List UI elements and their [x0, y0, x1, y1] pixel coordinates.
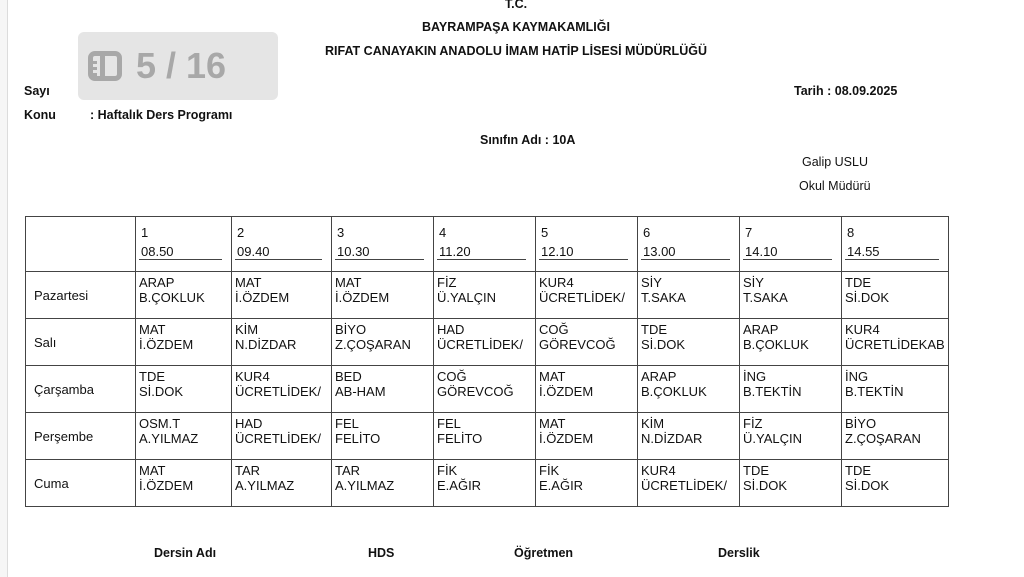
lesson-teacher: Sİ.DOK — [845, 478, 890, 493]
lesson-subject: HAD — [235, 416, 263, 431]
lesson-cell — [536, 460, 638, 507]
lesson-cell — [740, 413, 842, 460]
lesson-subject: KUR4 — [539, 275, 574, 290]
slot-number: 2 — [237, 225, 245, 240]
lesson-cell — [740, 366, 842, 413]
class-name: Sınıfın Adı : 10A — [480, 133, 576, 147]
lesson-subject: TDE — [139, 369, 165, 384]
lesson-subject: FİZ — [743, 416, 763, 431]
header-tc: T.C. — [504, 0, 528, 11]
slot-time: 08.50 — [139, 244, 222, 260]
lesson-subject: FEL — [335, 416, 359, 431]
lesson-teacher: AB-HAM — [335, 384, 386, 399]
lesson-teacher: ÜCRETLİDEK/ — [437, 337, 523, 352]
lesson-cell — [842, 319, 949, 366]
lesson-teacher: Z.ÇOŞARAN — [335, 337, 411, 352]
lesson-cell — [332, 413, 434, 460]
lesson-subject: İNG — [845, 369, 869, 384]
lesson-cell — [232, 272, 332, 319]
page-indicator-badge — [78, 32, 278, 100]
tarih: Tarih : 08.09.2025 — [794, 84, 898, 98]
slot-header-6 — [638, 217, 740, 272]
konu-label: Konu — [24, 108, 56, 122]
day-name: Salı — [26, 319, 136, 366]
lesson-teacher: İ.ÖZDEM — [539, 384, 594, 399]
lesson-subject: MAT — [139, 463, 166, 478]
lesson-subject: KİM — [641, 416, 665, 431]
day-row — [26, 413, 949, 460]
lesson-subject: KİM — [235, 322, 259, 337]
principal-name: Galip USLU — [802, 155, 868, 169]
lesson-teacher: Sİ.DOK — [845, 290, 890, 305]
lesson-cell — [232, 460, 332, 507]
lesson-cell — [232, 366, 332, 413]
lesson-subject: MAT — [539, 369, 566, 384]
lesson-subject: COĞ — [437, 369, 467, 384]
slot-header-row — [26, 217, 949, 272]
lesson-teacher: Sİ.DOK — [139, 384, 184, 399]
lesson-cell — [434, 413, 536, 460]
slot-number: 8 — [847, 225, 855, 240]
schedule-table — [25, 216, 949, 507]
lesson-subject: SİY — [641, 275, 662, 290]
lesson-teacher: GÖREVCOĞ — [539, 337, 616, 352]
lesson-teacher: Sİ.DOK — [743, 478, 788, 493]
slot-header-2 — [232, 217, 332, 272]
day-row — [26, 319, 949, 366]
slot-number: 4 — [439, 225, 447, 240]
day-name: Cuma — [26, 460, 136, 507]
lesson-subject: İNG — [743, 369, 767, 384]
lesson-cell — [332, 272, 434, 319]
lesson-cell — [536, 272, 638, 319]
lesson-cell — [740, 272, 842, 319]
slot-number: 1 — [141, 225, 149, 240]
lesson-teacher: A.YILMAZ — [235, 478, 295, 493]
lesson-subject: OSM.T — [139, 416, 181, 431]
book-pages-icon — [88, 51, 122, 81]
lesson-teacher: B.ÇOKLUK — [139, 290, 205, 305]
slot-number: 3 — [337, 225, 345, 240]
lesson-teacher: FELİTO — [437, 431, 483, 446]
slot-header-1 — [136, 217, 232, 272]
lesson-teacher: B.ÇOKLUK — [743, 337, 809, 352]
konu-value: : Haftalık Ders Programı — [90, 108, 233, 122]
lesson-teacher: ÜCRETLİDEKAB — [845, 337, 945, 352]
lesson-cell — [740, 460, 842, 507]
lesson-subject: TDE — [641, 322, 667, 337]
lesson-cell — [536, 366, 638, 413]
lesson-subject: FİK — [539, 463, 560, 478]
lesson-teacher: ÜCRETLİDEK/ — [539, 290, 625, 305]
lesson-subject: TDE — [845, 275, 871, 290]
slot-header-5 — [536, 217, 638, 272]
day-row — [26, 460, 949, 507]
lesson-teacher: A.YILMAZ — [139, 431, 199, 446]
lesson-cell — [434, 272, 536, 319]
slot-header-4 — [434, 217, 536, 272]
lesson-teacher: A.YILMAZ — [335, 478, 395, 493]
slot-number: 7 — [745, 225, 753, 240]
lesson-teacher: FELİTO — [335, 431, 381, 446]
day-row — [26, 366, 949, 413]
lesson-teacher: Z.ÇOŞARAN — [845, 431, 921, 446]
lesson-teacher: ÜCRETLİDEK/ — [235, 384, 321, 399]
lesson-teacher: B.TEKTİN — [743, 384, 802, 399]
slot-number: 5 — [541, 225, 549, 240]
lesson-subject: ARAP — [139, 275, 175, 290]
slot-number: 6 — [643, 225, 651, 240]
lesson-cell — [332, 366, 434, 413]
lesson-subject: KUR4 — [845, 322, 880, 337]
lesson-cell — [434, 366, 536, 413]
lesson-cell — [232, 413, 332, 460]
lesson-cell — [638, 319, 740, 366]
lesson-subject: FİK — [437, 463, 458, 478]
lesson-subject: COĞ — [539, 322, 569, 337]
day-row — [26, 272, 949, 319]
header-kaymakamlik: BAYRAMPAŞA KAYMAKAMLIĞI — [422, 20, 610, 34]
lesson-subject: SİY — [743, 275, 764, 290]
lesson-cell — [842, 272, 949, 319]
lesson-subject: KUR4 — [641, 463, 676, 478]
lesson-cell — [136, 413, 232, 460]
slot-time: 11.20 — [437, 244, 526, 260]
lesson-cell — [842, 366, 949, 413]
lesson-subject: BİYO — [845, 416, 877, 431]
slot-header-3 — [332, 217, 434, 272]
lesson-subject: BED — [335, 369, 362, 384]
lesson-teacher: ÜCRETLİDEK/ — [641, 478, 727, 493]
lesson-cell — [434, 319, 536, 366]
day-name: Pazartesi — [26, 272, 136, 319]
lesson-subject: MAT — [139, 322, 166, 337]
lesson-teacher: İ.ÖZDEM — [139, 337, 194, 352]
slot-time: 12.10 — [539, 244, 628, 260]
lesson-teacher: T.SAKA — [641, 290, 686, 305]
lesson-subject: BİYO — [335, 322, 367, 337]
slot-header-8 — [842, 217, 949, 272]
lesson-cell — [638, 460, 740, 507]
lesson-subject: TDE — [743, 463, 769, 478]
lesson-teacher: İ.ÖZDEM — [139, 478, 194, 493]
lesson-subject: TAR — [235, 463, 261, 478]
lesson-cell — [332, 319, 434, 366]
document-page — [8, 0, 1024, 577]
day-name: Çarşamba — [26, 366, 136, 413]
lesson-cell — [232, 319, 332, 366]
lesson-teacher: ÜCRETLİDEK/ — [235, 431, 321, 446]
lesson-cell — [638, 413, 740, 460]
lesson-subject: KUR4 — [235, 369, 270, 384]
slot-header-7 — [740, 217, 842, 272]
slot-time: 14.55 — [845, 244, 939, 260]
lesson-subject: FİZ — [437, 275, 457, 290]
footer-col-hds: HDS — [368, 546, 395, 560]
slot-time: 13.00 — [641, 244, 730, 260]
lesson-cell — [136, 460, 232, 507]
day-name: Perşembe — [26, 413, 136, 460]
lesson-cell — [434, 460, 536, 507]
lesson-teacher: N.DİZDAR — [641, 431, 703, 446]
lesson-teacher: B.ÇOKLUK — [641, 384, 707, 399]
lesson-cell — [332, 460, 434, 507]
slot-time: 10.30 — [335, 244, 424, 260]
lesson-teacher: İ.ÖZDEM — [539, 431, 594, 446]
lesson-cell — [740, 319, 842, 366]
lesson-cell — [638, 272, 740, 319]
lesson-cell — [136, 366, 232, 413]
page-indicator: 5 / 16 — [136, 45, 227, 86]
lesson-subject: HAD — [437, 322, 465, 337]
lesson-teacher: T.SAKA — [743, 290, 788, 305]
lesson-cell — [638, 366, 740, 413]
lesson-teacher: Ü.YALÇIN — [437, 290, 496, 305]
lesson-subject: MAT — [335, 275, 362, 290]
lesson-teacher: Sİ.DOK — [641, 337, 686, 352]
slot-time: 09.40 — [235, 244, 322, 260]
sayi-label: Sayı — [24, 84, 50, 98]
lesson-cell — [536, 319, 638, 366]
corner-cell — [26, 217, 136, 272]
lesson-teacher: E.AĞIR — [539, 478, 584, 493]
lesson-subject: ARAP — [743, 322, 779, 337]
header-school: RIFAT CANAYAKIN ANADOLU İMAM HATİP LİSESİ MÜDÜRLÜĞÜ — [325, 44, 707, 58]
lesson-subject: FEL — [437, 416, 461, 431]
lesson-cell — [842, 460, 949, 507]
lesson-cell — [136, 272, 232, 319]
lesson-teacher: N.DİZDAR — [235, 337, 297, 352]
lesson-teacher: Ü.YALÇIN — [743, 431, 802, 446]
footer-col-ders: Dersin Adı — [154, 546, 217, 560]
lesson-cell — [136, 319, 232, 366]
lesson-subject: ARAP — [641, 369, 677, 384]
lesson-teacher: B.TEKTİN — [845, 384, 904, 399]
principal-title: Okul Müdürü — [799, 179, 871, 193]
slot-time: 14.10 — [743, 244, 832, 260]
footer-col-derslik: Derslik — [718, 546, 760, 560]
lesson-subject: TAR — [335, 463, 361, 478]
lesson-cell — [842, 413, 949, 460]
lesson-subject: MAT — [539, 416, 566, 431]
lesson-subject: TDE — [845, 463, 871, 478]
lesson-teacher: İ.ÖZDEM — [335, 290, 390, 305]
lesson-teacher: GÖREVCOĞ — [437, 384, 514, 399]
lesson-teacher: İ.ÖZDEM — [235, 290, 290, 305]
footer-col-ogretmen: Öğretmen — [514, 546, 574, 560]
lesson-cell — [536, 413, 638, 460]
lesson-teacher: E.AĞIR — [437, 478, 482, 493]
lesson-subject: MAT — [235, 275, 262, 290]
